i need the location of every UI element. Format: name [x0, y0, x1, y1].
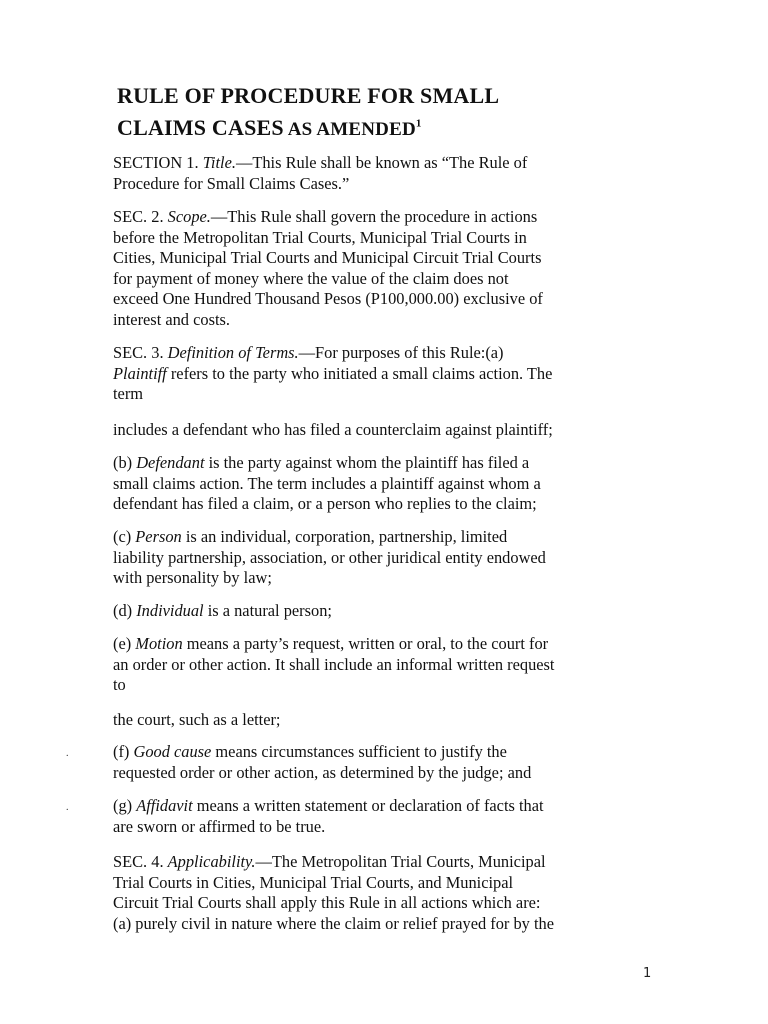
section-1 — [113, 153, 673, 194]
definition-e-continuation — [113, 710, 673, 731]
section-2-term: Scope. — [167, 207, 211, 226]
definition-f-text: means circumstances sufficient to justify the — [211, 742, 507, 761]
page-number: 1 — [643, 966, 652, 981]
section-3 — [113, 343, 673, 405]
definition-g-text: means a written statement or declaration of facts that — [192, 796, 544, 815]
definition-e-term: Motion — [135, 634, 183, 653]
definition-b-lead: (b) — [113, 453, 137, 472]
section-3-term: Definition of Terms. — [167, 343, 299, 362]
section-2-lead: SEC. 2. — [113, 207, 168, 226]
section-2-line-3: Cities, Municipal Trial Courts and Municipal Circuit Trial Courts — [113, 248, 542, 267]
section-1-lead: SECTION 1. — [113, 153, 203, 172]
definition-f-term: Good cause — [133, 742, 212, 761]
section-4 — [113, 852, 673, 934]
definition-c-line-2: liability partnership, association, or other juridical entity endowed — [113, 547, 546, 567]
definition-g-lead: (g) — [113, 796, 137, 815]
definition-e-line-2: an order or other action. It shall include an informal written request — [113, 654, 555, 674]
definition-e-text: means a party’s request, written or oral, to the court for — [182, 634, 549, 653]
definition-e-cont-line: the court, such as a letter; — [113, 710, 281, 729]
section-1-text: —This Rule shall be known as “The Rule of — [235, 153, 528, 172]
definition-c-term: Person — [135, 527, 182, 546]
section-4-term: Applicability. — [167, 852, 256, 871]
title-line-1: RULE OF PROCEDURE FOR SMALL — [117, 83, 500, 108]
definition-c-lead: (c) — [113, 527, 136, 546]
definition-c-text: is an individual, corporation, partnership, limited — [181, 527, 508, 546]
section-3-continuation — [113, 420, 673, 441]
definition-c — [113, 527, 673, 589]
bullet-dot-g: . — [66, 802, 69, 813]
section-2-line-4: for payment of money where the value of the claim does not — [113, 268, 509, 288]
definition-b-line-3: defendant has filed a claim, or a person who replies to the claim; — [113, 494, 537, 513]
definition-d-term: Individual — [136, 601, 204, 620]
section-3-text: —For purposes of this Rule:(a) — [298, 343, 504, 362]
section-3-cont-line: includes a defendant who has filed a counterclaim against plaintiff; — [113, 420, 553, 439]
section-2-line-2: before the Metropolitan Trial Courts, Municipal Trial Courts in — [113, 227, 527, 247]
section-2 — [113, 207, 673, 330]
definition-b-term: Defendant — [136, 453, 205, 472]
definition-b-line-2: small claims action. The term includes a plaintiff against whom a — [113, 473, 541, 493]
definition-b-text: is the party against whom the plaintiff has filed a — [204, 453, 530, 472]
section-4-line-3: Circuit Trial Courts shall apply this Rule in all actions which are: — [113, 893, 541, 912]
section-2-line-5: exceed One Hundred Thousand Pesos (P100,000.00) exclusive of — [113, 289, 543, 308]
title-line-2b: AS AMENDED — [283, 119, 416, 140]
section-4-text: —The Metropolitan Trial Courts, Municipal — [255, 852, 546, 871]
definition-d-text: is a natural person; — [203, 601, 332, 620]
document-title — [117, 80, 677, 146]
section-2-text: —This Rule shall govern the procedure in actions — [210, 207, 538, 226]
section-4-line-2: Trial Courts in Cities, Municipal Trial Courts, and Municipal — [113, 872, 514, 892]
definition-f-lead: (f) — [113, 742, 134, 761]
definition-f — [113, 742, 673, 783]
definition-e — [113, 634, 673, 696]
section-4-line-4: (a) purely civil in nature where the claim or relief prayed for by the — [113, 913, 554, 933]
section-4-lead: SEC. 4. — [113, 852, 168, 871]
definition-c-line-3: with personality by law; — [113, 568, 272, 587]
definition-b — [113, 453, 673, 515]
section-3-plaintiff-term: Plaintiff — [113, 363, 167, 383]
definition-g-term: Affidavit — [136, 796, 193, 815]
definition-e-line-3: to — [113, 675, 126, 694]
section-1-line-2: Procedure for Small Claims Cases.” — [113, 173, 350, 193]
section-3-lead: SEC. 3. — [113, 343, 168, 362]
definition-d — [113, 601, 673, 622]
section-1-term: Title. — [202, 153, 236, 172]
definition-e-lead: (e) — [113, 634, 136, 653]
section-2-line-6: interest and costs. — [113, 309, 230, 329]
title-footnote-marker: 1 — [415, 117, 422, 130]
definition-g — [113, 796, 673, 837]
definition-d-lead: (d) — [113, 601, 137, 620]
section-3-line-3: term — [113, 384, 144, 403]
section-3-plaintiff-text: refers to the party who initiated a small claims action. The — [166, 363, 553, 383]
definition-f-line-2: requested order or other action, as determined by the judge; and — [113, 762, 532, 782]
bullet-dot-f: . — [66, 748, 69, 759]
definition-g-line-2: are sworn or affirmed to be true. — [113, 816, 326, 836]
title-line-2a: CLAIMS CASES — [117, 115, 284, 140]
